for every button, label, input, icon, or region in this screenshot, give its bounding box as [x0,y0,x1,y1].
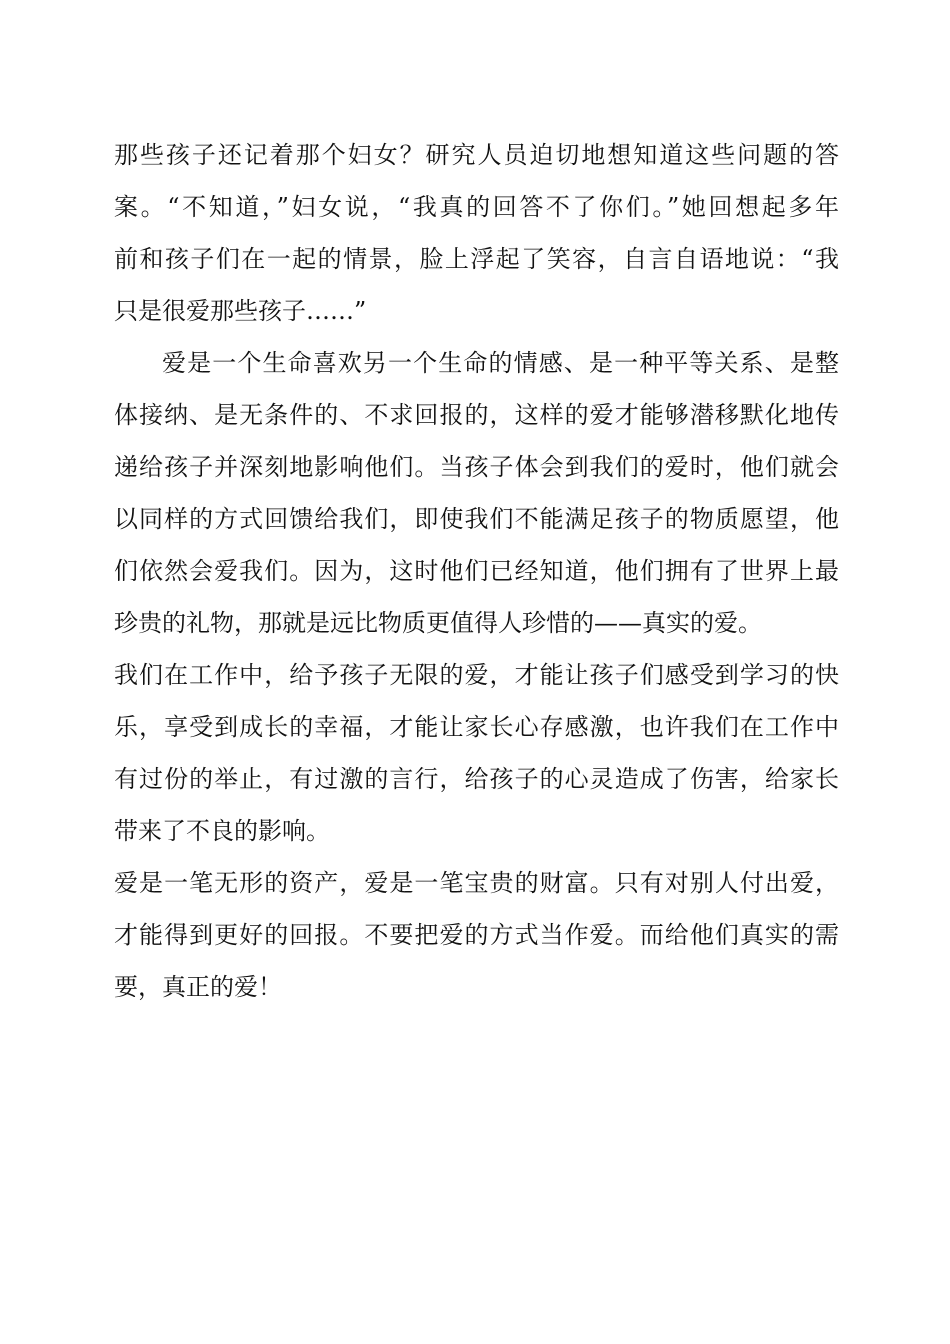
text-line: 递给孩子并深刻地影响他们。当孩子体会到我们的爱时，他们就会 [114,453,839,481]
paragraph-4 [114,857,839,1013]
text-line: 要，真正的爱！ [114,973,282,1001]
text-line: 珍贵的礼物，那就是远比物质更值得人珍惜的——真实的爱。 [114,609,762,637]
text-line: 前和孩子们在一起的情景，脸上浮起了笑容，自言自语地说：“我 [114,245,839,273]
text-line: 爱是一个生命喜欢另一个生命的情感、是一种平等关系、是整 [162,349,839,377]
paragraph-2 [114,337,839,649]
paragraph-3 [114,649,839,857]
text-line: 我们在工作中，给予孩子无限的爱，才能让孩子们感受到学习的快 [114,661,839,689]
document-body [114,129,839,1013]
text-line: 以同样的方式回馈给我们，即使我们不能满足孩子的物质愿望，他 [114,505,839,533]
text-line: 乐，享受到成长的幸福，才能让家长心存感激，也许我们在工作中 [114,713,839,741]
text-line: 只是很爱那些孩子……” [114,297,367,325]
text-line: 带来了不良的影响。 [114,817,330,845]
paragraph-1 [114,129,839,337]
text-line: 爱是一笔无形的资产，爱是一笔宝贵的财富。只有对别人付出爱， [114,869,839,897]
text-line: 体接纳、是无条件的、不求回报的，这样的爱才能够潜移默化地传 [114,401,839,429]
text-line: 案。“不知道，”妇女说，“我真的回答不了你们。”她回想起多年 [114,193,839,221]
text-line: 们依然会爱我们。因为，这时他们已经知道，他们拥有了世界上最 [114,557,839,585]
text-line: 那些孩子还记着那个妇女？研究人员迫切地想知道这些问题的答 [114,141,839,169]
text-line: 才能得到更好的回报。不要把爱的方式当作爱。而给他们真实的需 [114,921,839,949]
text-line: 有过份的举止，有过激的言行，给孩子的心灵造成了伤害，给家长 [114,765,839,793]
